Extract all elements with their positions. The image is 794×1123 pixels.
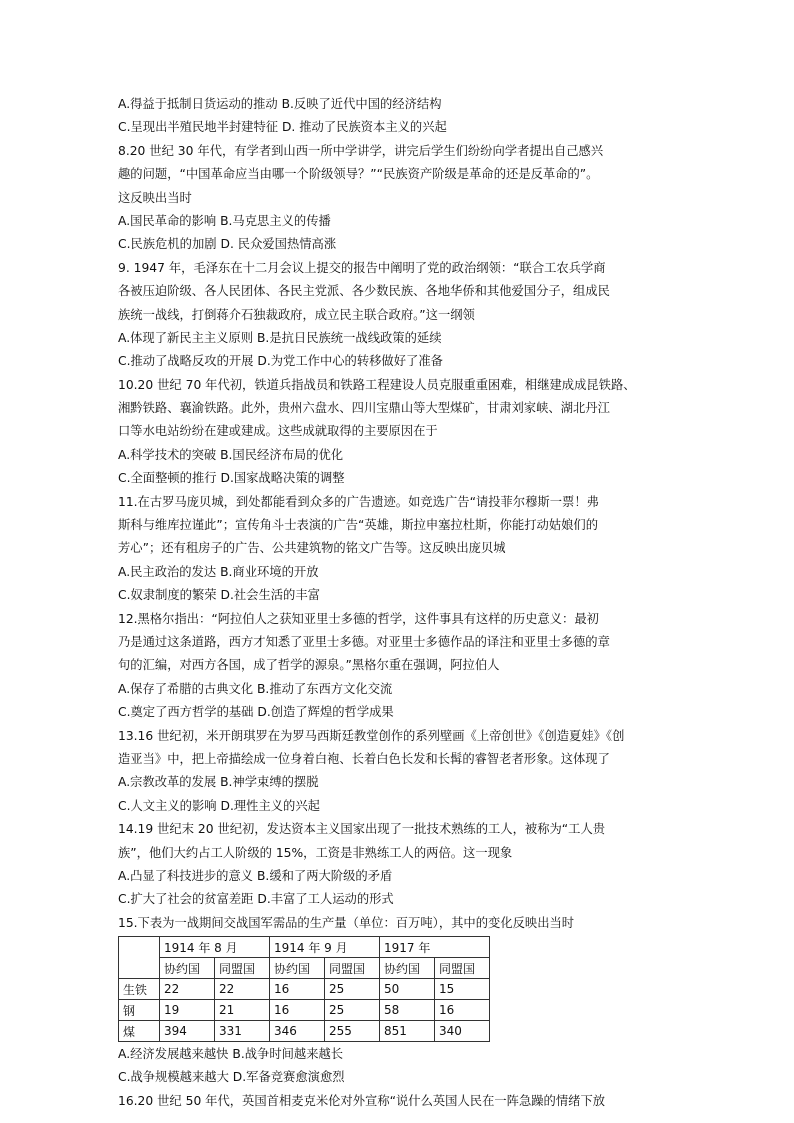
table-row xyxy=(119,979,490,1000)
text-line: 斯科与维库拉谨此”；宣传角斗士表演的广告“英雄，斯拉申塞拉杜斯，你能打动姑娘们的 xyxy=(118,518,599,533)
munitions-table xyxy=(118,936,490,1042)
text-line: C.战争规模越来越大 D.军备竞赛愈演愈烈 xyxy=(118,1070,345,1085)
table-header-sides xyxy=(119,958,490,979)
text-line: 族”，他们大约占工人阶级的 15%，工资是非熟练工人的两倍。这一现象 xyxy=(118,845,513,860)
text-line: 口等水电站纷纷在建或建成。这些成就取得的主要原因在于 xyxy=(118,424,438,439)
text-line: 趣的问题，“中国革命应当由哪一个阶级领导？”“民族资产阶级是革命的还是反革命的”。 xyxy=(118,167,599,182)
text-line: 15.下表为一战期间交战国军需品的生产量（单位：百万吨），其中的变化反映出当时 xyxy=(118,915,575,930)
table-row xyxy=(119,1000,490,1021)
table-cell: 22 xyxy=(215,979,270,1000)
table-cell: 58 xyxy=(380,1000,435,1021)
side-header: 同盟国 xyxy=(215,958,270,979)
row-label: 生铁 xyxy=(119,979,160,1000)
text-line: A.国民革命的影响 B.马克思主义的传播 xyxy=(118,213,331,228)
table-cell: 15 xyxy=(435,979,490,1000)
text-line: 9. 1947 年，毛泽东在十二月会议上提交的报告中阐明了党的政治纲领：“联合工农兵学商 xyxy=(118,260,606,275)
text-line: 族统一战线，打倒蒋介石独裁政府，成立民主联合政府。”这一纲领 xyxy=(118,307,475,322)
text-line: 14.19 世纪末 20 世纪初，发达资本主义国家出现了一批技术熟练的工人，被称为“工人贵 xyxy=(118,822,606,837)
text-line: A.宗教改革的发展 B.神学束缚的摆脱 xyxy=(118,775,319,790)
table-cell: 346 xyxy=(270,1021,325,1042)
text-line: 16.20 世纪 50 年代，英国首相麦克米伦对外宣称“说什么英国人民在一阵急躁的情绪下放 xyxy=(118,1093,606,1108)
row-label: 煤 xyxy=(119,1021,160,1042)
document-page xyxy=(118,93,680,1113)
text-line: 乃是通过这条道路，西方才知悉了亚里士多德。对亚里士多德作品的译注和亚里士多德的章 xyxy=(118,634,610,649)
question-text-top xyxy=(118,93,680,935)
text-line: 各被压迫阶级、各人民团体、各民主党派、各少数民族、各地华侨和其他爱国分子，组成民 xyxy=(118,284,610,299)
text-line: C.扩大了社会的贫富差距 D.丰富了工人运动的形式 xyxy=(118,892,394,907)
table-cell: 16 xyxy=(270,1000,325,1021)
table-corner-cell xyxy=(119,937,160,979)
period-header: 1914 年 8 月 xyxy=(160,937,270,958)
table-cell: 851 xyxy=(380,1021,435,1042)
side-header: 协约国 xyxy=(270,958,325,979)
text-line: 湘黔铁路、襄渝铁路。此外，贵州六盘水、四川宝鼎山等大型煤矿，甘肃刘家峡、湖北丹江 xyxy=(118,401,610,416)
table-cell: 25 xyxy=(325,979,380,1000)
side-header: 同盟国 xyxy=(435,958,490,979)
text-line: C.推动了战略反攻的开展 D.为党工作中心的转移做好了准备 xyxy=(118,354,443,369)
text-line: 句的汇编，对西方各国，成了哲学的源泉。”黑格尔重在强调，阿拉伯人 xyxy=(118,658,500,673)
table-cell: 19 xyxy=(160,1000,215,1021)
table-cell: 22 xyxy=(160,979,215,1000)
question-text-bottom xyxy=(118,1043,680,1113)
text-line: C.人文主义的影响 D.理性主义的兴起 xyxy=(118,798,320,813)
text-line: 10.20 世纪 70 年代初，铁道兵指战员和铁路工程建设人员克服重重困难，相继建成成昆铁路、 xyxy=(118,377,636,392)
table-cell: 21 xyxy=(215,1000,270,1021)
text-line: 芳心”；还有租房子的广告、公共建筑物的铭文广告等。这反映出庞贝城 xyxy=(118,541,506,556)
table-cell: 16 xyxy=(270,979,325,1000)
table-cell: 255 xyxy=(325,1021,380,1042)
side-header: 协约国 xyxy=(160,958,215,979)
text-line: A.保存了希腊的古典文化 B.推动了东西方文化交流 xyxy=(118,681,393,696)
table-cell: 16 xyxy=(435,1000,490,1021)
text-line: 13.16 世纪初，米开朗琪罗在为罗马西斯廷教堂创作的系列壁画《上帝创世》《创造夏娃》《创 xyxy=(118,728,625,743)
text-line: A.体现了新民主主义原则 B.是抗日民族统一战线政策的延续 xyxy=(118,330,442,345)
table-cell: 340 xyxy=(435,1021,490,1042)
table-header-periods xyxy=(119,937,490,958)
row-label: 钢 xyxy=(119,1000,160,1021)
text-line: A.民主政治的发达 B.商业环境的开放 xyxy=(118,564,319,579)
table-body xyxy=(119,979,490,1042)
text-line: C.民族危机的加剧 D. 民众爱国热情高涨 xyxy=(118,237,337,252)
text-line: C.奠定了西方哲学的基础 D.创造了辉煌的哲学成果 xyxy=(118,705,394,720)
text-line: 12.黑格尔指出：“阿拉伯人之获知亚里士多德的哲学，这件事具有这样的历史意义：最初 xyxy=(118,611,599,626)
text-line: A.经济发展越来越快 B.战争时间越来越长 xyxy=(118,1047,344,1062)
text-line: C.呈现出半殖民地半封建特征 D. 推动了民族资本主义的兴起 xyxy=(118,120,447,135)
table-row xyxy=(119,1021,490,1042)
text-line: C.奴隶制度的繁荣 D.社会生活的丰富 xyxy=(118,588,320,603)
side-header: 协约国 xyxy=(380,958,435,979)
table-cell: 25 xyxy=(325,1000,380,1021)
text-line: 11.在古罗马庞贝城，到处都能看到众多的广告遗迹。如竞选广告“请投菲尔穆斯一票！弗 xyxy=(118,494,599,509)
table-cell: 394 xyxy=(160,1021,215,1042)
text-line: 8.20 世纪 30 年代，有学者到山西一所中学讲学，讲完后学生们纷纷向学者提出自己感兴 xyxy=(118,143,604,158)
table-cell: 331 xyxy=(215,1021,270,1042)
text-line: C.全面整顿的推行 D.国家战略决策的调整 xyxy=(118,471,345,486)
side-header: 同盟国 xyxy=(325,958,380,979)
text-line: 造亚当》中，把上帝描绘成一位身着白袍、长着白色长发和长髯的睿智老者形象。这体现了 xyxy=(118,751,610,766)
text-line: 这反映出当时 xyxy=(118,190,192,205)
text-line: A.科学技术的突破 B.国民经济布局的优化 xyxy=(118,447,344,462)
period-header: 1917 年 xyxy=(380,937,490,958)
period-header: 1914 年 9 月 xyxy=(270,937,380,958)
text-line: A.凸显了科技进步的意义 B.缓和了两大阶级的矛盾 xyxy=(118,868,393,883)
text-line: A.得益于抵制日货运动的推动 B.反映了近代中国的经济结构 xyxy=(118,97,442,111)
table-cell: 50 xyxy=(380,979,435,1000)
